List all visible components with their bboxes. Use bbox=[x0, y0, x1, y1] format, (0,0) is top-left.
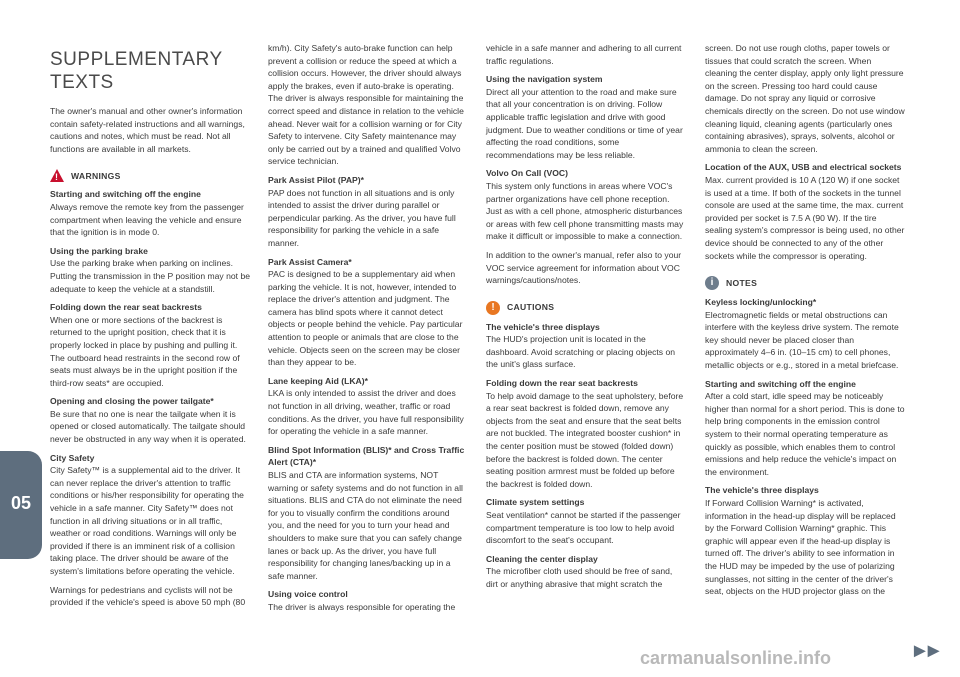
text-section: Using voice control The driver is always responsible for operating the bbox=[268, 589, 456, 612]
column-3 bbox=[486, 42, 686, 597]
cautions-label: CAUTIONS bbox=[507, 302, 555, 313]
chapter-tab bbox=[0, 451, 42, 559]
warning-section: Using the parking brake Use the parking brake when parking on inclines. Putting the transmission in the P position may not be adequate to keep the vehicle at a standstill. bbox=[50, 245, 250, 294]
text-section: Volvo On Call (VOC) This system only functions in areas where VOC's partner organizations have cell phone reception. Just as with a cell phone, atmospheric disturbances or areas with few cell phone transmitting masts may make it difficult or impossible to make a connection. bbox=[486, 168, 684, 242]
intro-text: The owner's manual and other owner's information contain safety-related instructions and all warnings, cautions and notes, which must be read. Not all functions are available in all markets. bbox=[50, 106, 245, 154]
notes-header bbox=[705, 276, 905, 290]
warning-section: Opening and closing the power tailgate* Be sure that no one is near the tailgate when it is opened or closed automatically. The tailgate should never be obstructed in any way when it is operated. bbox=[50, 396, 246, 445]
text-section: Using the navigation system Direct all your attention to the road and make sure that all your concentration is on driving. Follow applicable traffic legislation and drive with good judgment. Due to weather conditions or time of year affecting the road conditions, some recommendations may be less reliable. bbox=[486, 74, 683, 160]
continued-text: vehicle in a safe manner and adhering to all current traffic regulations. bbox=[486, 43, 682, 66]
text-section: Blind Spot Information (BLIS)* and Cross Traffic Alert (CTA)* BLIS and CTA are information systems, NOT warning or safety systems and do not function in all situations. BLIS and CTA do not eliminate the need for you to visually confirm the conditions around you, and the need for you to turn your head and shoulders to make sure that you can safely change lanes or back up. As the driver, you have full responsibility for changing lanes/backing up in a safe manner. bbox=[268, 444, 465, 581]
continued-text: km/h). City Safety's auto-brake function can help prevent a collision or reduce the speed at which a collision occurs. However, the driver should always apply the brakes, even if auto-brake is operating. The driver is always responsible for maintaining the correct speed and distance in relation to the vehicle ahead. Never wait for a collision warning or for City Safety to intervene. City Safety maintenance may only be carried out by a trained and qualified Volvo service technician. bbox=[268, 43, 464, 167]
watermark: carmanualsonline.info bbox=[640, 648, 832, 668]
voc-text: In addition to the owner's manual, refer also to your VOC service agreement for information about VOC warnings/cautions/notes. bbox=[486, 249, 682, 286]
note-section: Starting and switching off the engine After a cold start, idle speed may be noticeably higher than normal for a short period. This is done to help bring components in the emission control system to their normal operating temperature as quickly as possible, which enables them to control emissions and help reduce the vehicle's impact on the environment. bbox=[705, 378, 905, 477]
caution-section: Folding down the rear seat backrests To help avoid damage to the seat upholstery, before a rear seat backrest is folded down, remove any objects from the seat and ensure that the seat belts are not buckled. The integrated booster cushion* in the center position must be stowed (folded down) before the backrest is folded down. The center seating position armrest must be folded up before the backrest is folded down. bbox=[486, 378, 684, 489]
notes-label: NOTES bbox=[726, 277, 758, 288]
info-icon: i bbox=[705, 276, 719, 290]
warnings-header bbox=[50, 169, 250, 182]
text-section: Park Assist Pilot (PAP)* PAP does not function in all situations and is only intended to assist the driver during parallel or perpendicular parking. As the driver, you have full responsibility for parking the vehicle in a safe manner. bbox=[268, 174, 456, 248]
cautions-header bbox=[486, 301, 686, 315]
text-section: Lane keeping Aid (LKA)* LKA is only intended to assist the driver and does not function in all driving, weather, traffic or road conditions. As the driver, you have full responsibility for operating the vehicle in a safe manner. bbox=[268, 375, 464, 437]
note-section: Keyless locking/unlocking* Electromagnetic fields or metal obstructions can interfere with the keyless drive system. The remote key should never be placed closer than approximately 4–6 in. (10–15 cm) to cell phones, metallic objects or e.g., stored in a metal briefcase. bbox=[705, 297, 899, 371]
next-page-arrows-icon[interactable]: ►► bbox=[910, 640, 938, 662]
note-section: The vehicle's three displays If Forward Collision Warning* is activated, information in the head-up display will be replaced by the Forward Collision Warning* graphic. This graphic will appear even if the head-up display is turned off. The driver's ability to see information in the HUD may be impeded by the use of polarizing sunglasses, not sitting in the center of the driver's seat, objects on the HUD projector glass on the bbox=[705, 485, 896, 597]
column-1 bbox=[50, 48, 250, 615]
page-title: SUPPLEMENTARY TEXTS bbox=[50, 49, 223, 93]
caution-section: Climate system settings Seat ventilation* cannot be started if the passenger compartment temperature is too low to help avoid discomfort to the seat's occupant. bbox=[486, 497, 681, 546]
caution-section: Cleaning the center display The microfiber cloth used should be free of sand, dirt or anything abrasive that might scratch the bbox=[486, 553, 673, 589]
continued-text: screen. Do not use rough cloths, paper towels or tissues that could scratch the screen. When cleaning the center display, apply only light pressure on the screen. Pressing too hard could cause damage. Do not spray any liquid or corrosive chemicals directly on the screen. Do not use window cleaning liquid, cleaning agents (particularly ones containing abrasives), sprays, solvents, alcohol or ammonia to clean the screen. bbox=[705, 43, 905, 154]
warning-section: City Safety City Safety™ is a supplemental aid to the driver. It can never replace the driver's attention to traffic conditions or his/her responsibility for operating the vehicle in a safe manner. City Safety™ does not function in all driving situations or in all traffic, weather or road conditions. Warnings will only be provided if there is an imminent risk of a collision taking place. The driver should be aware of the system's limitations before operating the vehicle. bbox=[50, 452, 244, 576]
column-4 bbox=[705, 42, 905, 604]
caution-section: The vehicle's three displays The HUD's projection unit is located in the dashboard. Avoid scratching or placing objects on the unit's glass surface. bbox=[486, 321, 676, 370]
caution-icon: ! bbox=[486, 301, 500, 315]
column-2 bbox=[268, 42, 468, 620]
warnings-label: WARNINGS bbox=[71, 170, 121, 181]
warning-section: Starting and switching off the engine Always remove the remote key from the passenger compartment when leaving the vehicle and ensure that the ignition is in mode 0. bbox=[50, 189, 244, 238]
text-section: Park Assist Camera* PAC is designed to be a supplementary aid when parking the vehicle. It is not, however, intended to replace the driver's attention and judgment. The camera has blind spots where it cannot detect objects or people behind the vehicle. Pay particular attention to people or animals that are close to the vehicle. Objects seen on the screen may be closer than they appear to be. bbox=[268, 256, 463, 368]
warning-section: Folding down the rear seat backrests When one or more sections of the backrest is returned to the upright position, check that it is properly locked in place by pushing and pulling it. The outboard head restraints in the second row of seats must always be in the upright position if the third-row seats* are occupied. bbox=[50, 302, 240, 388]
chapter-number: 05 bbox=[10, 493, 32, 513]
warning-triangle-icon: ! bbox=[50, 169, 64, 182]
city-safety-text: Warnings for pedestrians and cyclists will not be provided if the vehicle's speed is above 50 mph (80 bbox=[50, 584, 246, 608]
text-section: Location of the AUX, USB and electrical sockets Max. current provided is 10 A (120 W) if one socket is used at a time. If both of the sockets in the tunnel console are used at the same time, the max. current provided per socket is 7.5 A (90 W). If the tire sealing system's compressor is being used, no other device should be connected to any of the other sockets while the compressor is operating. bbox=[705, 162, 905, 261]
